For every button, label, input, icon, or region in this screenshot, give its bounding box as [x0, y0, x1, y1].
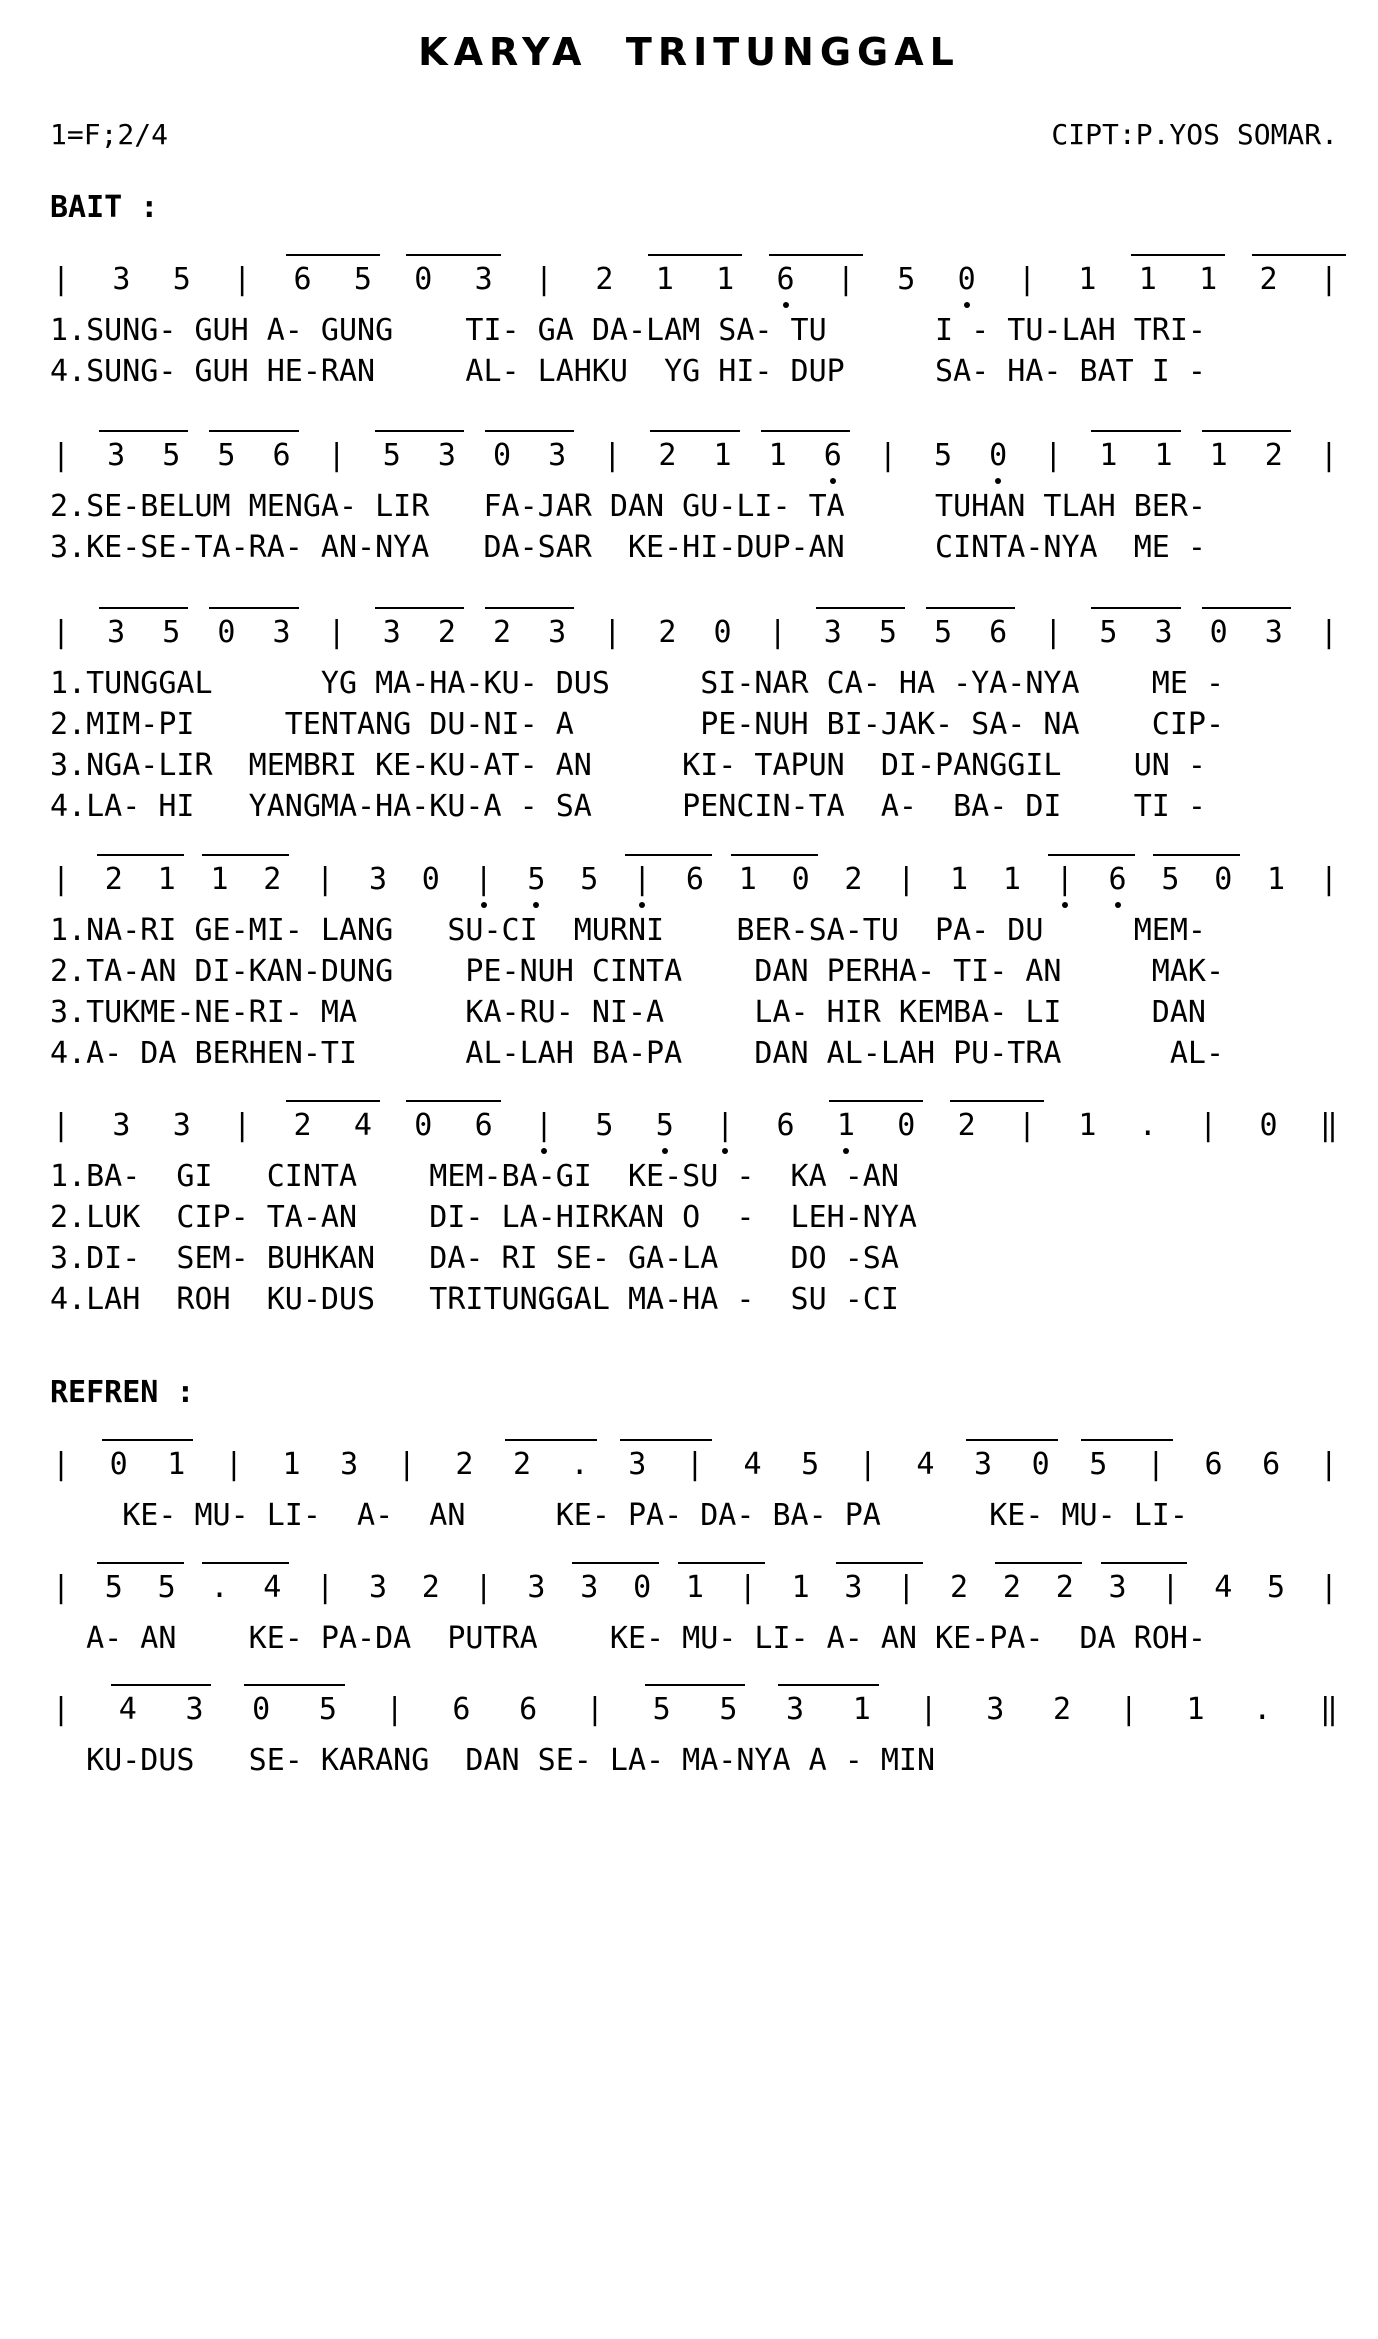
barline: |	[316, 1570, 335, 1605]
note: 5	[652, 1692, 671, 1727]
note: 5	[217, 438, 236, 473]
barline: |	[1017, 262, 1037, 297]
note: 2	[1055, 1570, 1074, 1605]
note: 1	[738, 862, 757, 897]
note: 3	[527, 1570, 546, 1605]
note: 5	[318, 1692, 337, 1727]
barline: |	[51, 438, 71, 473]
note: 1	[1078, 1108, 1097, 1143]
note: 6	[272, 438, 291, 473]
note: 1	[210, 862, 229, 897]
lyric-line: 1.BA- GI CINTA MEM-BA-GI KE-SU - KA -AN	[50, 1159, 899, 1194]
barline: |	[738, 1570, 757, 1605]
barline: |	[534, 262, 554, 297]
verse-label: BAIT :	[50, 190, 159, 225]
note: 3	[1154, 615, 1173, 650]
barline: |	[51, 262, 71, 297]
note: 6	[1107, 860, 1129, 900]
notation-line	[50, 605, 1340, 653]
note: 3	[1108, 1570, 1127, 1605]
beam-line	[1153, 854, 1240, 856]
lyric-line: 4.LA- HI YANGMA-HA-KU-A - SA PENCIN-TA A- BA- DI TI -	[50, 789, 1206, 824]
note: 2	[492, 615, 512, 650]
barline: |	[585, 1692, 604, 1727]
verse-system	[50, 252, 1340, 392]
low-octave-dot	[639, 902, 645, 908]
note: 0	[492, 438, 512, 473]
lyric-line: 1.TUNGGAL YG MA-HA-KU- DUS SI-NAR CA- HA -YA-NYA ME -	[50, 666, 1224, 701]
barline: |	[533, 1106, 555, 1146]
note: 3	[986, 1692, 1005, 1727]
note: 4	[118, 1692, 137, 1727]
note: 5	[162, 438, 181, 473]
beam-line	[111, 1684, 212, 1686]
barline: |	[1146, 1447, 1165, 1482]
note: 2	[455, 1447, 474, 1482]
note: 0	[987, 436, 1009, 476]
barline: |	[1319, 1570, 1338, 1605]
barline: |	[51, 1108, 71, 1143]
beam-line	[202, 854, 289, 856]
note: 1	[791, 1570, 810, 1605]
note: 3	[185, 1692, 204, 1727]
verse-system	[50, 428, 1340, 568]
note: 5	[172, 262, 191, 297]
barline: |	[1054, 860, 1076, 900]
note: 5	[104, 1570, 123, 1605]
beam-line	[950, 1100, 1044, 1102]
note: 1	[852, 1692, 871, 1727]
note: 5	[525, 860, 547, 900]
note: 2	[1264, 438, 1283, 473]
barline: |	[685, 1447, 704, 1482]
barline: |	[878, 438, 897, 473]
lyric-line: 2.MIM-PI TENTANG DU-NI- A PE-NUH BI-JAK- SA- NA CIP-	[50, 707, 1224, 742]
low-octave-dot	[995, 478, 1001, 484]
beam-line	[620, 1439, 712, 1441]
note: 3	[368, 1570, 387, 1605]
note: 1	[167, 1447, 186, 1482]
lyric-line: 2.SE-BELUM MENGA- LIR FA-JAR DAN GU-LI- TA TUHAN TLAH BER-	[50, 489, 1206, 524]
note: 2	[950, 1570, 969, 1605]
note: 2	[263, 862, 282, 897]
note: 2	[658, 438, 677, 473]
barline: |	[603, 438, 622, 473]
beam-line	[648, 254, 742, 256]
barline: ‖	[1319, 1692, 1338, 1727]
note: 0	[1214, 862, 1233, 897]
note: .	[1138, 1108, 1157, 1143]
lyric-line: 4.LAH ROH KU-DUS TRITUNGGAL MA-HA - SU -CI	[50, 1282, 899, 1317]
note: .	[210, 1570, 229, 1605]
barline: |	[385, 1692, 404, 1727]
note: 0	[713, 615, 732, 650]
beam-line	[99, 607, 188, 609]
notation-line	[50, 252, 1340, 300]
beam-line	[286, 254, 380, 256]
note: 6	[519, 1692, 538, 1727]
low-octave-dot	[481, 902, 487, 908]
note: 6	[989, 615, 1008, 650]
note: 4	[263, 1570, 282, 1605]
lyric-line: KU-DUS SE- KARANG DAN SE- LA- MA-NYA A - MIN	[50, 1743, 936, 1778]
barline: |	[1319, 615, 1338, 650]
note: 0	[897, 1108, 916, 1143]
barline: |	[1199, 1108, 1218, 1143]
barline: |	[327, 615, 346, 650]
note: .	[1253, 1692, 1272, 1727]
note: 0	[633, 1570, 652, 1605]
note: 5	[382, 438, 401, 473]
note: 3	[107, 615, 126, 650]
barline: |	[51, 862, 71, 897]
beam-line	[202, 1562, 289, 1564]
note: 1	[950, 862, 969, 897]
beam-line	[769, 254, 863, 256]
note: 2	[1259, 262, 1278, 297]
key-signature: 1=F;2/4	[50, 118, 169, 151]
lyric-line: A- AN KE- PA-DA PUTRA KE- MU- LI- A- AN KE-PA- DA ROH-	[50, 1621, 1206, 1656]
beam-line	[485, 430, 574, 432]
beam-line	[995, 1562, 1082, 1564]
note: 5	[897, 262, 916, 297]
beam-line	[1101, 1562, 1188, 1564]
note: 2	[421, 1570, 440, 1605]
low-octave-dot	[964, 302, 970, 308]
barline: |	[397, 1447, 416, 1482]
note: 1	[282, 1447, 301, 1482]
barline: |	[897, 1570, 916, 1605]
note: 3	[382, 615, 401, 650]
barline: |	[1319, 262, 1338, 297]
barline: |	[1044, 438, 1063, 473]
beam-line	[375, 430, 464, 432]
refrain-system	[50, 1437, 1340, 1536]
note: 6	[452, 1692, 471, 1727]
barline: |	[836, 262, 855, 297]
beam-line	[1202, 607, 1291, 609]
note: 1	[685, 1570, 704, 1605]
low-octave-dot	[783, 302, 789, 308]
low-octave-dot	[662, 1148, 668, 1154]
low-octave-dot	[1062, 902, 1068, 908]
note: 0	[252, 1692, 271, 1727]
beam-line	[829, 1100, 923, 1102]
note: 5	[1267, 1570, 1286, 1605]
beam-line	[209, 430, 298, 432]
note: 0	[1031, 1447, 1050, 1482]
note: 4	[743, 1447, 762, 1482]
barline: |	[1319, 438, 1338, 473]
composer-credit: CIPT:P.YOS SOMAR.	[1051, 118, 1338, 151]
beam-line	[1091, 607, 1180, 609]
beam-line	[1202, 430, 1291, 432]
note: 3	[1264, 615, 1283, 650]
verse-system	[50, 1098, 1340, 1320]
note: 6	[293, 262, 312, 297]
beam-line	[1048, 854, 1135, 856]
low-octave-dot	[1115, 902, 1121, 908]
note: 3	[823, 615, 842, 650]
beam-line	[761, 430, 850, 432]
barline: |	[51, 1570, 71, 1605]
low-octave-dot	[843, 1148, 849, 1154]
beam-line	[836, 1562, 923, 1564]
beam-line	[625, 854, 712, 856]
beam-line	[485, 607, 574, 609]
note: 5	[878, 615, 897, 650]
lyric-line: 2.LUK CIP- TA-AN DI- LA-HIRKAN O - LEH-NYA	[50, 1200, 917, 1235]
lyric-line: 4.A- DA BERHEN-TI AL-LAH BA-PA DAN AL-LAH PU-TRA AL-	[50, 1036, 1224, 1071]
note: 5	[1099, 615, 1118, 650]
beam-line	[650, 430, 739, 432]
beam-line	[1131, 254, 1225, 256]
refrain-system	[50, 1682, 1340, 1781]
note: 3	[340, 1447, 359, 1482]
note: 5	[353, 262, 372, 297]
beam-line	[209, 607, 298, 609]
notation-line	[50, 1682, 1340, 1730]
note: 5	[801, 1447, 820, 1482]
note: 2	[595, 262, 614, 297]
note: 1	[1154, 438, 1173, 473]
note: 0	[421, 862, 440, 897]
verse-system	[50, 852, 1340, 1074]
barline: |	[474, 1570, 493, 1605]
note: 2	[1052, 1692, 1072, 1727]
note: 1	[768, 438, 787, 473]
note: 4	[916, 1447, 935, 1482]
barline: |	[327, 438, 346, 473]
barline: |	[1044, 615, 1063, 650]
note: 1	[713, 438, 732, 473]
note: 3	[112, 1108, 131, 1143]
note: 6	[1204, 1447, 1223, 1482]
lyric-line: KE- MU- LI- A- AN KE- PA- DA- BA- PA KE- MU- LI-	[50, 1498, 1188, 1533]
low-octave-dot	[533, 902, 539, 908]
beam-line	[102, 1439, 194, 1441]
lyric-line: 3.TUKME-NE-RI- MA KA-RU- NI-A LA- HIR KEMBA- LI DAN	[50, 995, 1206, 1030]
beam-line	[1081, 1439, 1173, 1441]
beam-line	[97, 1562, 184, 1564]
barline: |	[1119, 1692, 1138, 1727]
beam-line	[926, 607, 1015, 609]
beam-line	[966, 1439, 1058, 1441]
note: 2	[844, 862, 863, 897]
note: 1	[157, 862, 176, 897]
note: 2	[957, 1108, 976, 1143]
note: 3	[474, 262, 493, 297]
barline: |	[919, 1692, 938, 1727]
note: 1	[1199, 262, 1218, 297]
barline: |	[858, 1447, 877, 1482]
note: 6	[776, 1108, 795, 1143]
note: 5	[1089, 1447, 1108, 1482]
barline: |	[603, 615, 622, 650]
note: 5	[1161, 862, 1180, 897]
note: 0	[414, 262, 433, 297]
beam-line	[1091, 430, 1180, 432]
beam-line	[286, 1100, 380, 1102]
low-octave-dot	[541, 1148, 547, 1154]
note: 1	[716, 262, 735, 297]
beam-line	[244, 1684, 345, 1686]
note: 1	[835, 1106, 857, 1146]
barline: |	[473, 860, 495, 900]
beam-line	[375, 607, 464, 609]
note: 3	[272, 615, 291, 650]
note: 0	[1209, 615, 1228, 650]
note: 3	[437, 438, 456, 473]
note: 4	[1214, 1570, 1233, 1605]
note: 1	[1002, 862, 1021, 897]
barline: |	[1017, 1108, 1037, 1143]
note: 3	[368, 862, 387, 897]
note: 5	[654, 1106, 676, 1146]
barline: |	[51, 615, 71, 650]
note: 3	[107, 438, 126, 473]
note: 3	[786, 1692, 805, 1727]
note: 3	[548, 615, 567, 650]
barline: |	[224, 1447, 243, 1482]
note: 5	[580, 862, 599, 897]
note: 3	[628, 1447, 647, 1482]
barline: |	[768, 615, 787, 650]
low-octave-dot	[830, 478, 836, 484]
note: 2	[512, 1447, 532, 1482]
note: 1	[1138, 262, 1157, 297]
refrain-label: REFREN :	[50, 1375, 195, 1410]
barline: |	[1319, 1447, 1338, 1482]
note: 5	[719, 1692, 738, 1727]
note: 3	[548, 438, 567, 473]
beam-line	[1252, 254, 1346, 256]
lyric-line: 1.SUNG- GUH A- GUNG TI- GA DA-LAM SA- TU I - TU-LAH TRI-	[50, 313, 1206, 348]
barline: |	[897, 862, 916, 897]
beam-line	[572, 1562, 659, 1564]
barline: |	[51, 1692, 71, 1727]
note: 2	[104, 862, 123, 897]
note: 0	[956, 260, 978, 300]
low-octave-dot	[722, 1148, 728, 1154]
note: 3	[112, 262, 131, 297]
note: 6	[474, 1108, 493, 1143]
lyric-line: 4.SUNG- GUH HE-RAN AL- LAHKU YG HI- DUP SA- HA- BAT I -	[50, 354, 1206, 389]
note: 3	[580, 1570, 599, 1605]
barline: |	[714, 1106, 736, 1146]
note: .	[570, 1447, 589, 1482]
note: 1	[1267, 862, 1286, 897]
note: 5	[933, 438, 953, 473]
note: 3	[844, 1570, 863, 1605]
barline: |	[233, 1108, 252, 1143]
beam-line	[816, 607, 905, 609]
note: 0	[791, 862, 810, 897]
beam-line	[645, 1684, 746, 1686]
note: 0	[217, 615, 236, 650]
note: 6	[1262, 1447, 1281, 1482]
note: 0	[414, 1108, 433, 1143]
notation-line	[50, 1560, 1340, 1608]
note: 0	[109, 1447, 128, 1482]
lyric-line: 2.TA-AN DI-KAN-DUNG PE-NUH CINTA DAN PERHA- TI- AN MAK-	[50, 954, 1224, 989]
note: 1	[1209, 438, 1228, 473]
song-title: KARYA TRITUNGGAL	[418, 30, 960, 74]
notation-line	[50, 428, 1340, 476]
notation-line	[50, 1437, 1340, 1485]
note: 1	[1078, 262, 1097, 297]
lyric-line: 1.NA-RI GE-MI- LANG SU-CI MURNI BER-SA-TU PA- DU MEM-	[50, 913, 1206, 948]
lyric-line: 3.KE-SE-TA-RA- AN-NYA DA-SAR KE-HI-DUP-AN CINTA-NYA ME -	[50, 530, 1206, 565]
beam-line	[99, 430, 188, 432]
note: 3	[172, 1108, 191, 1143]
beam-line	[678, 1562, 765, 1564]
refrain-system	[50, 1560, 1340, 1659]
note: 3	[973, 1447, 993, 1482]
notation-line	[50, 1098, 1340, 1146]
barline: ‖	[1319, 1108, 1338, 1143]
notation-line	[50, 852, 1340, 900]
note: 5	[933, 615, 953, 650]
note: 5	[157, 1570, 176, 1605]
note: 2	[658, 615, 677, 650]
beam-line	[731, 854, 818, 856]
verse-system	[50, 605, 1340, 827]
note: 1	[1099, 438, 1118, 473]
beam-line	[778, 1684, 879, 1686]
lyric-line: 3.DI- SEM- BUHKAN DA- RI SE- GA-LA DO -SA	[50, 1241, 899, 1276]
barline: |	[51, 1447, 71, 1482]
lyric-line: 3.NGA-LIR MEMBRI KE-KU-AT- AN KI- TAPUN DI-PANGGIL UN -	[50, 748, 1206, 783]
barline: |	[631, 860, 653, 900]
note: 2	[437, 615, 456, 650]
note: 1	[655, 262, 674, 297]
beam-line	[406, 1100, 500, 1102]
beam-line	[505, 1439, 597, 1441]
note: 6	[822, 436, 844, 476]
note: 1	[1186, 1692, 1205, 1727]
beam-line	[97, 854, 184, 856]
barline: |	[316, 862, 335, 897]
barline: |	[233, 262, 252, 297]
note: 0	[1259, 1108, 1278, 1143]
note: 2	[1002, 1570, 1021, 1605]
note: 6	[775, 260, 797, 300]
note: 4	[353, 1108, 372, 1143]
note: 5	[162, 615, 181, 650]
barline: |	[1319, 862, 1338, 897]
barline: |	[1161, 1570, 1180, 1605]
note: 2	[293, 1108, 312, 1143]
note: 6	[685, 862, 704, 897]
note: 5	[595, 1108, 614, 1143]
beam-line	[406, 254, 500, 256]
